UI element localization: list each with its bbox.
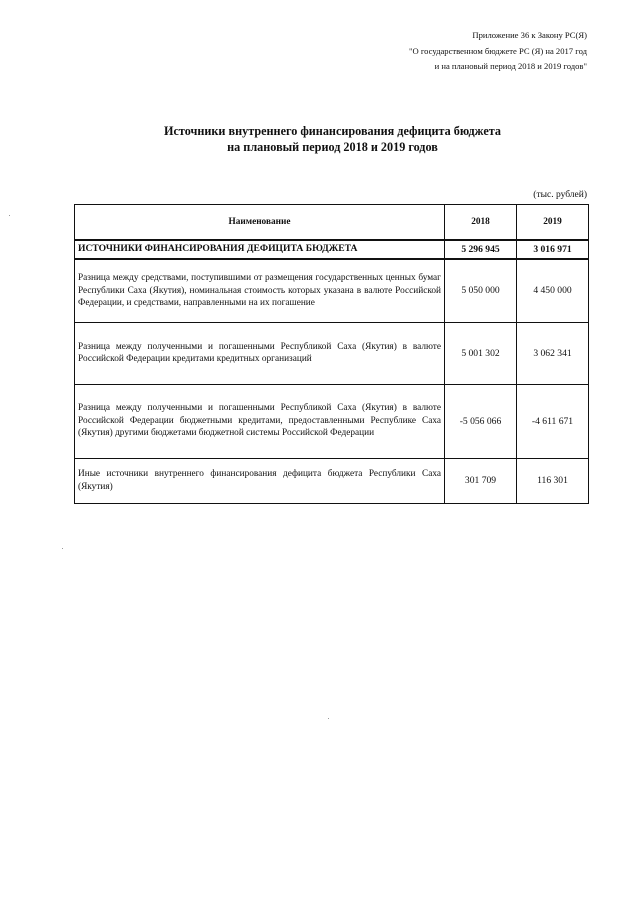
appendix-reference bbox=[409, 28, 587, 75]
table-header-row bbox=[75, 205, 589, 241]
appendix-line-1: Приложение 36 к Закону РС(Я) bbox=[472, 30, 587, 40]
units-label: (тыс. рублей) bbox=[533, 190, 587, 200]
financing-sources-table bbox=[74, 204, 589, 504]
total-name: ИСТОЧНИКИ ФИНАНСИРОВАНИЯ ДЕФИЦИТА БЮДЖЕТА bbox=[75, 240, 445, 259]
row-2019: 4 450 000 bbox=[517, 259, 589, 322]
row-2019: 3 062 341 bbox=[517, 322, 589, 384]
table-row bbox=[75, 458, 589, 503]
total-row bbox=[75, 240, 589, 259]
row-2019: -4 611 671 bbox=[517, 384, 589, 458]
row-name: Разница между полученными и погашенными Республикой Саха (Якутия) в валюте Российской Федерации кредитами кредитных организаций bbox=[75, 322, 445, 384]
scan-speck bbox=[62, 548, 63, 549]
document-title bbox=[0, 123, 640, 155]
row-2019: 116 301 bbox=[517, 458, 589, 503]
appendix-line-2: "О государственном бюджете РС (Я) на 2017 год bbox=[408, 45, 587, 56]
table-row bbox=[75, 259, 589, 322]
row-2018: 5 001 302 bbox=[445, 322, 517, 384]
appendix-line-3: и на плановый период 2018 и 2019 годов" bbox=[434, 61, 587, 71]
title-line-2: на плановый период 2018 и 2019 годов bbox=[227, 140, 438, 154]
table-row bbox=[75, 384, 589, 458]
header-2019: 2019 bbox=[517, 205, 589, 241]
total-2018: 5 296 945 bbox=[445, 240, 517, 259]
header-2018: 2018 bbox=[445, 205, 517, 241]
header-name: Наименование bbox=[75, 205, 445, 241]
total-2019: 3 016 971 bbox=[517, 240, 589, 259]
row-name: Иные источники внутреннего финансирования дефицита бюджета Республики Саха (Якутия) bbox=[75, 458, 445, 503]
scan-speck bbox=[9, 215, 10, 216]
scan-speck bbox=[328, 718, 329, 719]
row-2018: -5 056 066 bbox=[445, 384, 517, 458]
row-2018: 301 709 bbox=[445, 458, 517, 503]
table-row bbox=[75, 322, 589, 384]
row-2018: 5 050 000 bbox=[445, 259, 517, 322]
row-name: Разница между средствами, поступившими от размещения государственных ценных бумаг Республики Саха (Якутия), номинальная стоимость которых указана в валюте Российской Федерации, и средствами, направленными на их погашение bbox=[75, 259, 445, 322]
row-name: Разница между полученными и погашенными Республикой Саха (Якутия) в валюте Российской Федерации бюджетными кредитами, предоставленными Республике Саха (Якутия) другими бюджетами бюджетной системы Российской Федерации bbox=[75, 384, 445, 458]
title-line-1: Источники внутреннего финансирования дефицита бюджета bbox=[164, 124, 501, 138]
